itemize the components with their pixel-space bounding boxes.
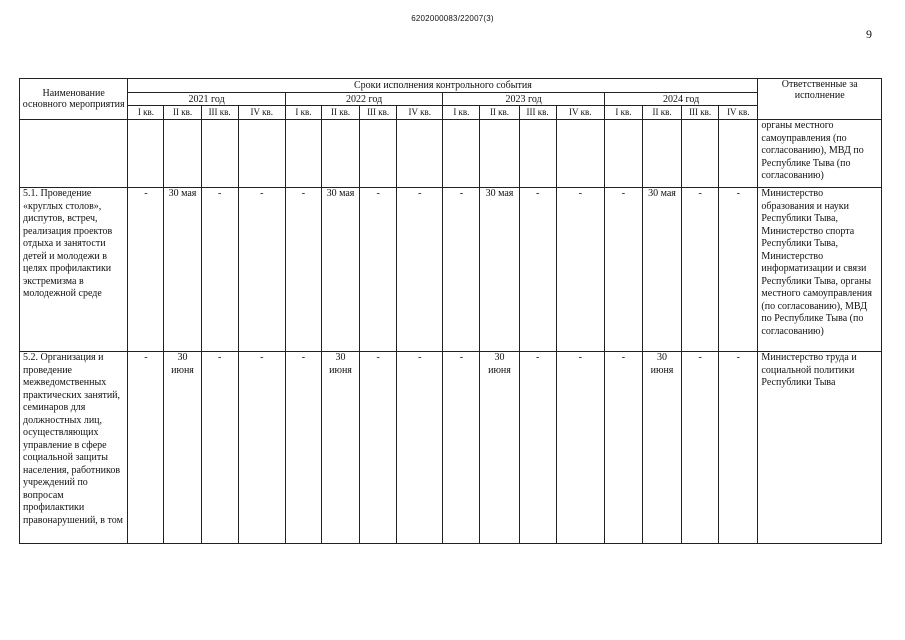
deadline-cell: -: [556, 188, 604, 352]
quarter-header: IV кв.: [556, 106, 604, 120]
deadline-cell: -: [360, 188, 397, 352]
deadline-cell: -: [285, 352, 321, 544]
document-id: 6202000083/22007(3): [411, 14, 494, 23]
deadline-cell: -: [201, 188, 238, 352]
deadline-cell: [238, 120, 285, 188]
deadline-cell: [682, 120, 719, 188]
year-header: 2023 год: [443, 93, 605, 106]
deadline-cell: [642, 120, 681, 188]
deadline-cell: -: [604, 352, 642, 544]
table-row: [20, 188, 882, 352]
column-header-name: Наименование основного мероприятия: [20, 79, 128, 120]
deadline-cell: 30 июня: [642, 352, 681, 544]
deadline-cell: -: [238, 352, 285, 544]
deadline-cell: 30 июня: [321, 352, 359, 544]
quarter-header: III кв.: [682, 106, 719, 120]
deadline-cell: -: [238, 188, 285, 352]
quarter-header: IV кв.: [238, 106, 285, 120]
quarter-header: II кв.: [642, 106, 681, 120]
deadline-cell: 30 мая: [480, 188, 519, 352]
quarter-header: I кв.: [604, 106, 642, 120]
event-name-cell: 5.1. Проведение «круглых столов», диспутов, встреч, реализация проектов отдыха и занятости детей и молодежи в целях профилактики экстремизма в молодежной среде: [20, 188, 128, 352]
deadline-cell: -: [556, 352, 604, 544]
deadline-cell: -: [682, 352, 719, 544]
deadline-cell: -: [128, 188, 164, 352]
page-number: 9: [866, 27, 872, 41]
deadline-cell: [285, 120, 321, 188]
deadline-cell: [604, 120, 642, 188]
event-name-cell: 5.2. Организация и проведение межведомственных практических занятий, семинаров для должностных лиц, осуществляющих управление в сфере социальной защиты населения, работников учреждений по вопросам профилактики правонарушений, в том: [20, 352, 128, 544]
deadline-cell: 30 мая: [321, 188, 359, 352]
responsible-cell: органы местного самоуправления (по согласованию), МВД по Республике Тыва (по согласованию): [758, 120, 882, 188]
deadline-cell: [556, 120, 604, 188]
deadline-cell: [443, 120, 480, 188]
quarter-header: IV кв.: [397, 106, 443, 120]
deadline-cell: -: [443, 188, 480, 352]
responsible-cell: Министерство труда и социальной политики Республики Тыва: [758, 352, 882, 544]
year-header: 2022 год: [285, 93, 442, 106]
column-header-dates: Сроки исполнения контрольного события: [128, 79, 758, 93]
deadline-cell: -: [719, 188, 758, 352]
column-header-responsible: Ответственные за исполнение: [758, 79, 882, 120]
quarter-header: II кв.: [480, 106, 519, 120]
quarter-header: I кв.: [443, 106, 480, 120]
quarter-header: I кв.: [128, 106, 164, 120]
deadline-cell: -: [682, 188, 719, 352]
deadline-cell: -: [719, 352, 758, 544]
deadline-cell: -: [443, 352, 480, 544]
deadline-cell: -: [397, 352, 443, 544]
quarter-header: IV кв.: [719, 106, 758, 120]
year-header: 2024 год: [604, 93, 758, 106]
deadline-cell: [164, 120, 201, 188]
quarter-header: III кв.: [201, 106, 238, 120]
quarter-header: II кв.: [164, 106, 201, 120]
table-row: [20, 120, 882, 188]
event-name-cell: [20, 120, 128, 188]
deadline-cell: [397, 120, 443, 188]
deadline-cell: 30 июня: [164, 352, 201, 544]
deadline-cell: 30 мая: [164, 188, 201, 352]
deadline-cell: -: [519, 352, 556, 544]
deadline-cell: -: [201, 352, 238, 544]
deadline-cell: [201, 120, 238, 188]
deadline-cell: -: [604, 188, 642, 352]
deadline-cell: [321, 120, 359, 188]
deadline-cell: 30 мая: [642, 188, 681, 352]
deadline-cell: -: [285, 188, 321, 352]
control-events-table: [19, 78, 882, 544]
deadline-cell: [128, 120, 164, 188]
deadline-cell: -: [397, 188, 443, 352]
deadline-cell: -: [360, 352, 397, 544]
deadline-cell: [719, 120, 758, 188]
deadline-cell: [480, 120, 519, 188]
deadline-cell: 30 июня: [480, 352, 519, 544]
deadline-cell: -: [128, 352, 164, 544]
deadline-cell: -: [519, 188, 556, 352]
quarter-header: II кв.: [321, 106, 359, 120]
quarter-header: III кв.: [360, 106, 397, 120]
quarter-header: III кв.: [519, 106, 556, 120]
table-row: [20, 352, 882, 544]
quarter-header: I кв.: [285, 106, 321, 120]
responsible-cell: Министерство образования и науки Республики Тыва, Министерство спорта Республики Тыва, Министерство информатизации и связи Республики Тыва, органы местного самоуправления (по согласованию), МВД по Республике Тыва (по согласованию): [758, 188, 882, 352]
year-header: 2021 год: [128, 93, 285, 106]
deadline-cell: [360, 120, 397, 188]
deadline-cell: [519, 120, 556, 188]
